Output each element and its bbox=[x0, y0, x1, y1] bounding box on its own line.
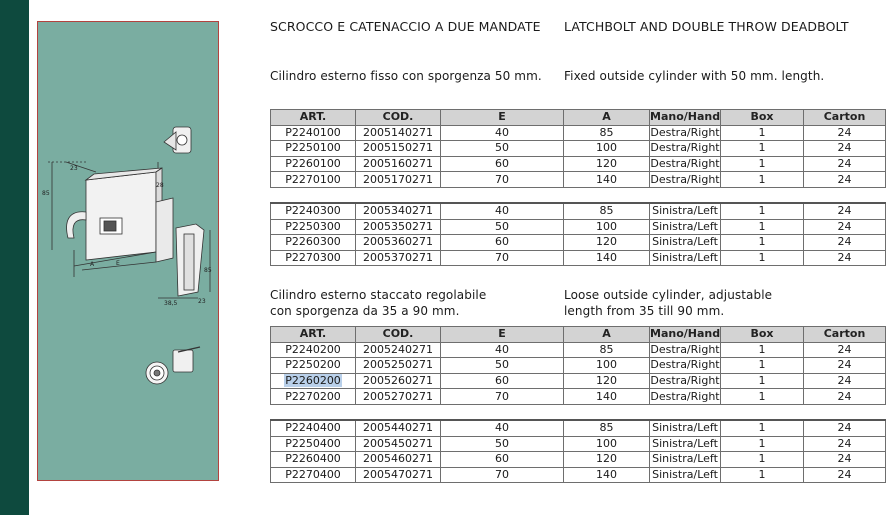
cell-e: 40 bbox=[441, 420, 564, 436]
cell-hand: Destra/Right bbox=[650, 125, 720, 139]
cell-hand: Destra/Right bbox=[650, 342, 720, 356]
cell-cod: 2005370271 bbox=[356, 250, 441, 266]
cell-carton: 24 bbox=[804, 141, 886, 157]
dim-23-top: 23 bbox=[70, 165, 78, 172]
col-a: A bbox=[564, 327, 650, 343]
cell-carton: 24 bbox=[804, 420, 886, 436]
cell-box: 1 bbox=[721, 203, 804, 219]
cell-e: 70 bbox=[441, 389, 564, 405]
product-drawing-panel bbox=[37, 21, 219, 481]
section2-italian bbox=[270, 287, 486, 319]
title-italian: SCROCCO E CATENACCIO A DUE MANDATE bbox=[270, 19, 541, 34]
cell-carton: 24 bbox=[804, 436, 886, 452]
cell-hand: Sinistra/Left bbox=[650, 250, 721, 266]
cell-carton: 24 bbox=[804, 125, 886, 141]
selected-art-code[interactable]: P2260200 bbox=[285, 374, 341, 388]
cell-cod: 2005250271 bbox=[356, 358, 441, 374]
cell-art: P2260400 bbox=[271, 452, 356, 468]
col-hand: Mano/Hand bbox=[650, 110, 721, 124]
cell-cod: 2005440271 bbox=[356, 420, 441, 436]
dim-85-right: 85 bbox=[204, 267, 212, 274]
cell-a: 140 bbox=[564, 467, 650, 483]
cell-e: 40 bbox=[441, 125, 564, 141]
cell-e: 70 bbox=[441, 250, 564, 266]
cell-a: 140 bbox=[564, 389, 650, 405]
cell-box: 1 bbox=[721, 141, 804, 157]
cell-carton: 24 bbox=[804, 342, 886, 358]
cell-box: 1 bbox=[721, 219, 804, 235]
cell-e: 50 bbox=[441, 141, 564, 157]
table-row bbox=[271, 467, 886, 483]
cell-art: P2240200 bbox=[271, 342, 356, 358]
col-a: A bbox=[564, 110, 650, 126]
cell-hand: Destra/Right bbox=[650, 172, 720, 186]
cell-art: P2240100 bbox=[271, 125, 356, 141]
cell-box: 1 bbox=[721, 358, 804, 374]
section2-italian-line1: Cilindro esterno staccato regolabile bbox=[270, 288, 487, 302]
table-row bbox=[271, 219, 886, 235]
cell-hand: Destra/Right bbox=[650, 389, 720, 403]
table-row bbox=[271, 250, 886, 266]
cell-a: 120 bbox=[564, 452, 650, 468]
cell-cod: 2005460271 bbox=[356, 452, 441, 468]
col-cod: COD. bbox=[356, 110, 441, 126]
cell-e: 70 bbox=[441, 172, 564, 188]
cell-art: P2240400 bbox=[271, 420, 356, 436]
dim-a: A bbox=[90, 261, 95, 268]
cell-a: 100 bbox=[564, 436, 650, 452]
cell-cod: 2005350271 bbox=[356, 219, 441, 235]
section1-english: Fixed outside cylinder with 50 mm. length. bbox=[564, 69, 825, 83]
cell-a: 100 bbox=[564, 141, 650, 157]
cell-carton: 24 bbox=[804, 467, 886, 483]
section2-english-line1: Loose outside cylinder, adjustable bbox=[564, 288, 773, 302]
col-e: E bbox=[441, 110, 564, 126]
col-box: Box bbox=[721, 110, 804, 126]
col-cod: COD. bbox=[356, 327, 441, 343]
cell-hand: Destra/Right bbox=[650, 157, 720, 171]
table-row bbox=[271, 342, 886, 358]
cell-a: 100 bbox=[564, 219, 650, 235]
table-row bbox=[271, 373, 886, 389]
cell-box: 1 bbox=[721, 156, 804, 172]
cell-carton: 24 bbox=[804, 219, 886, 235]
cell-a: 85 bbox=[564, 125, 650, 141]
cell-carton: 24 bbox=[804, 172, 886, 188]
cell-box: 1 bbox=[721, 172, 804, 188]
cell-carton: 24 bbox=[804, 358, 886, 374]
cell-box: 1 bbox=[721, 436, 804, 452]
cylinder-bottom bbox=[146, 347, 200, 384]
cell-carton: 24 bbox=[804, 373, 886, 389]
cell-art: P2270400 bbox=[271, 467, 356, 483]
table-row bbox=[271, 358, 886, 374]
cell-art: P2240300 bbox=[271, 203, 356, 219]
cell-box: 1 bbox=[721, 389, 804, 405]
cell-cod: 2005170271 bbox=[356, 172, 441, 188]
section2-english bbox=[564, 287, 772, 319]
table-row bbox=[271, 156, 886, 172]
cylinder-top bbox=[164, 127, 191, 153]
cell-e: 70 bbox=[441, 467, 564, 483]
cell-carton: 24 bbox=[804, 156, 886, 172]
table-row bbox=[271, 436, 886, 452]
dim-e: E bbox=[116, 260, 120, 267]
cell-hand: Sinistra/Left bbox=[650, 452, 721, 468]
cell-art: P2270100 bbox=[271, 172, 356, 188]
dim-28: 28 bbox=[156, 182, 164, 189]
cell-a: 85 bbox=[564, 420, 650, 436]
table-header-row bbox=[271, 110, 886, 126]
cell-art: P2270200 bbox=[271, 389, 356, 405]
col-carton: Carton bbox=[804, 327, 886, 343]
left-sidebar-bar bbox=[0, 0, 29, 515]
title-english: LATCHBOLT AND DOUBLE THROW DEADBOLT bbox=[564, 19, 849, 34]
cell-cod: 2005340271 bbox=[356, 203, 441, 219]
table-fixed-left bbox=[270, 202, 886, 266]
cell-box: 1 bbox=[721, 125, 804, 141]
cell-box: 1 bbox=[721, 373, 804, 389]
cell-art: P2260300 bbox=[271, 235, 356, 251]
cell-hand: Sinistra/Left bbox=[650, 420, 721, 436]
cell-art: P2260100 bbox=[271, 156, 356, 172]
cell-box: 1 bbox=[721, 467, 804, 483]
col-e: E bbox=[441, 327, 564, 343]
col-box: Box bbox=[721, 327, 804, 343]
dim-23-bottom: 23 bbox=[198, 298, 206, 305]
cell-hand: Destra/Right bbox=[650, 141, 720, 155]
cell-cod: 2005140271 bbox=[356, 125, 441, 141]
cell-carton: 24 bbox=[804, 235, 886, 251]
cell-art: P2250300 bbox=[271, 219, 356, 235]
table-row bbox=[271, 203, 886, 219]
dim-85-left: 85 bbox=[42, 190, 50, 197]
cell-e: 40 bbox=[441, 342, 564, 358]
cell-cod: 2005160271 bbox=[356, 156, 441, 172]
col-art: ART. bbox=[271, 327, 356, 343]
cell-cod: 2005360271 bbox=[356, 235, 441, 251]
table-loose-right bbox=[270, 326, 886, 405]
cell-cod: 2005150271 bbox=[356, 141, 441, 157]
cell-e: 60 bbox=[441, 235, 564, 251]
cell-cod: 2005260271 bbox=[356, 373, 441, 389]
cell-cod: 2005270271 bbox=[356, 389, 441, 405]
cell-cod: 2005450271 bbox=[356, 436, 441, 452]
cell-e: 40 bbox=[441, 203, 564, 219]
table-row bbox=[271, 389, 886, 405]
cell-hand: Sinistra/Left bbox=[650, 219, 721, 235]
col-carton: Carton bbox=[804, 110, 886, 126]
cell-box: 1 bbox=[721, 235, 804, 251]
cell-carton: 24 bbox=[804, 203, 886, 219]
cell-box: 1 bbox=[721, 420, 804, 436]
cell-e: 60 bbox=[441, 452, 564, 468]
section1-italian: Cilindro esterno fisso con sporgenza 50 mm. bbox=[270, 69, 542, 83]
cell-hand: Sinistra/Left bbox=[650, 436, 721, 452]
cell-a: 85 bbox=[564, 203, 650, 219]
lock-technical-drawing bbox=[38, 22, 220, 482]
table-loose-left bbox=[270, 419, 886, 483]
cell-cod: 2005470271 bbox=[356, 467, 441, 483]
table-row bbox=[271, 141, 886, 157]
cell-e: 60 bbox=[441, 156, 564, 172]
cell-e: 60 bbox=[441, 373, 564, 389]
cell-a: 120 bbox=[564, 373, 650, 389]
table-row bbox=[271, 452, 886, 468]
cell-art: P2270300 bbox=[271, 250, 356, 266]
cell-e: 50 bbox=[441, 358, 564, 374]
cell-a: 120 bbox=[564, 156, 650, 172]
cell-hand: Destra/Right bbox=[650, 358, 720, 372]
cell-carton: 24 bbox=[804, 389, 886, 405]
cell-carton: 24 bbox=[804, 452, 886, 468]
table-row bbox=[271, 420, 886, 436]
col-hand: Mano/Hand bbox=[650, 327, 721, 341]
table-header-row bbox=[271, 327, 886, 343]
cell-art bbox=[271, 373, 356, 389]
cell-art: P2250400 bbox=[271, 436, 356, 452]
col-art: ART. bbox=[271, 110, 356, 126]
cell-carton: 24 bbox=[804, 250, 886, 266]
cell-hand: Sinistra/Left bbox=[650, 467, 721, 483]
cell-e: 50 bbox=[441, 436, 564, 452]
cell-hand: Sinistra/Left bbox=[650, 235, 721, 251]
cell-a: 140 bbox=[564, 172, 650, 188]
cell-art: P2250200 bbox=[271, 358, 356, 374]
cell-art: P2250100 bbox=[271, 141, 356, 157]
cell-cod: 2005240271 bbox=[356, 342, 441, 358]
table-row bbox=[271, 172, 886, 188]
cell-hand: Destra/Right bbox=[650, 374, 720, 388]
section2-italian-line2: con sporgenza da 35 a 90 mm. bbox=[270, 304, 460, 318]
cell-box: 1 bbox=[721, 250, 804, 266]
table-row bbox=[271, 125, 886, 141]
table-row bbox=[271, 235, 886, 251]
table-fixed-right bbox=[270, 109, 886, 188]
dim-38-5: 38,5 bbox=[164, 300, 178, 307]
section2-english-line2: length from 35 till 90 mm. bbox=[564, 304, 725, 318]
cell-a: 140 bbox=[564, 250, 650, 266]
cell-hand: Sinistra/Left bbox=[650, 203, 721, 219]
cell-box: 1 bbox=[721, 342, 804, 358]
cell-a: 100 bbox=[564, 358, 650, 374]
cell-e: 50 bbox=[441, 219, 564, 235]
cell-box: 1 bbox=[721, 452, 804, 468]
cell-a: 120 bbox=[564, 235, 650, 251]
cell-a: 85 bbox=[564, 342, 650, 358]
